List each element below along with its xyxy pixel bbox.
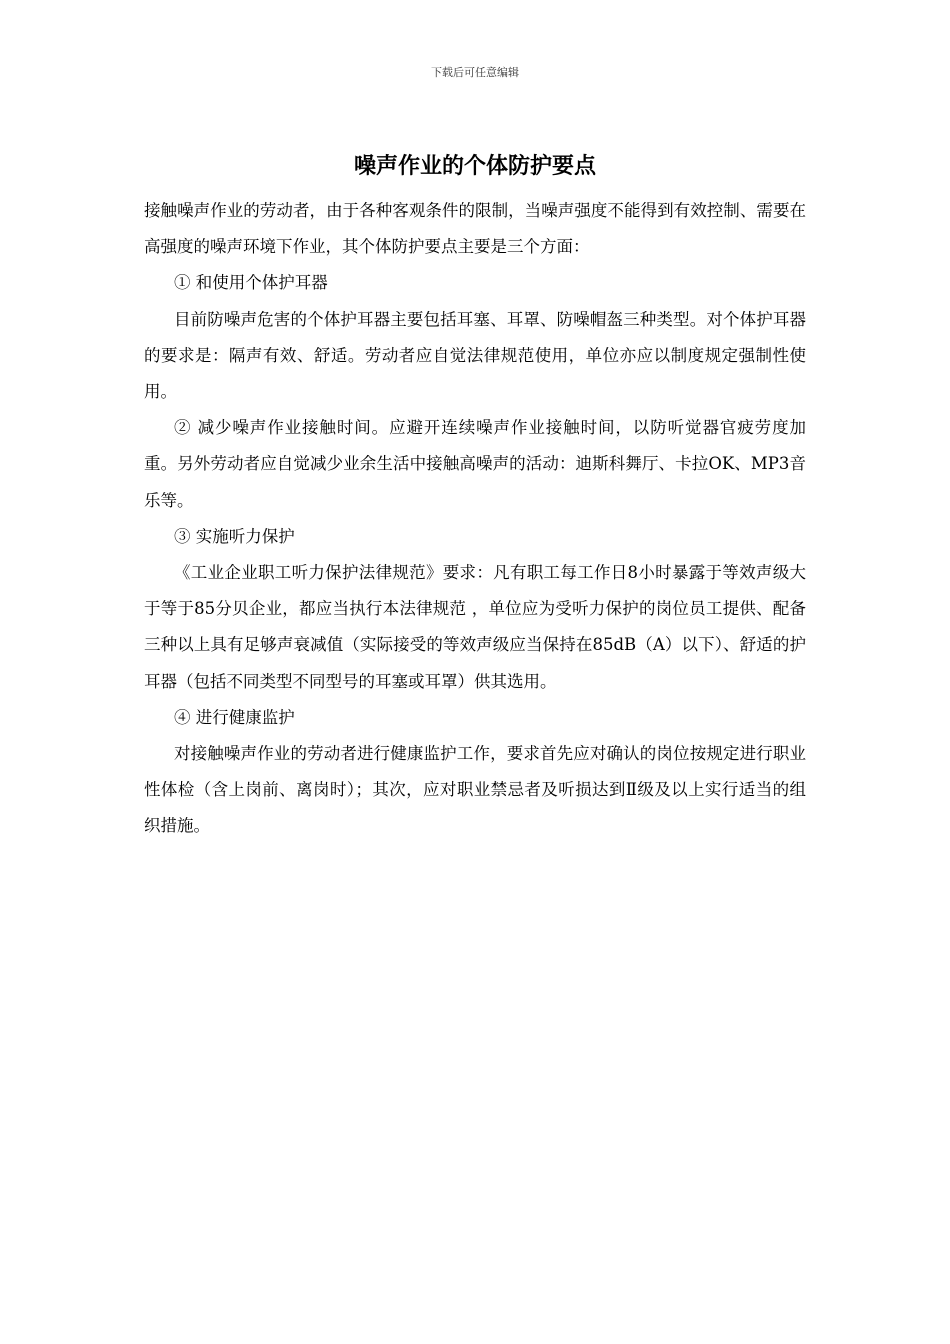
document-title: 噪声作业的个体防护要点 xyxy=(353,154,596,179)
section-heading-3: ③ 实施听力保护 xyxy=(174,526,295,546)
section-paragraph-3: 《工业企业职工听力保护法律规范》要求：凡有职工每工作日8小时暴露于等效声级大于等于85分贝企业，都应当执行本法律规范 ，单位应为受听力保护的岗位员工提供、配备三种以上具有足够声衰减值（实际接受的等效声级应当保持在85dB（A）以下）、舒适的护耳器（包括不同类型不同型号的耳塞或耳罩）供其选用。 xyxy=(144,563,806,691)
section-paragraph-4: 对接触噪声作业的劳动者进行健康监护工作，要求首先应对确认的岗位按规定进行职业性体检（含上岗前、离岗时）；其次，应对职业禁忌者及听损达到Ⅱ级及以上实行适当的组织措施。 xyxy=(144,744,806,836)
header-note: 下载后可任意编辑 xyxy=(431,66,519,79)
section-heading-4: ④ 进行健康监护 xyxy=(174,707,295,727)
section-heading-1: ① 和使用个体护耳器 xyxy=(174,273,328,293)
document-body xyxy=(144,193,806,845)
section-paragraph-2: ② 减少噪声作业接触时间。应避开连续噪声作业接触时间，以防听觉器官疲劳度加重。另外劳动者应自觉减少业余生活中接触高噪声的活动：迪斯科舞厅、卡拉OK、MP3音乐等。 xyxy=(144,418,806,510)
intro-paragraph: 接触噪声作业的劳动者，由于各种客观条件的限制，当噪声强度不能得到有效控制、需要在高强度的噪声环境下作业，其个体防护要点主要是三个方面： xyxy=(144,201,806,257)
section-paragraph-1: 目前防噪声危害的个体护耳器主要包括耳塞、耳罩、防噪帽盔三种类型。对个体护耳器的要求是：隔声有效、舒适。劳动者应自觉法律规范使用，单位亦应以制度规定强制性使用。 xyxy=(144,309,806,402)
